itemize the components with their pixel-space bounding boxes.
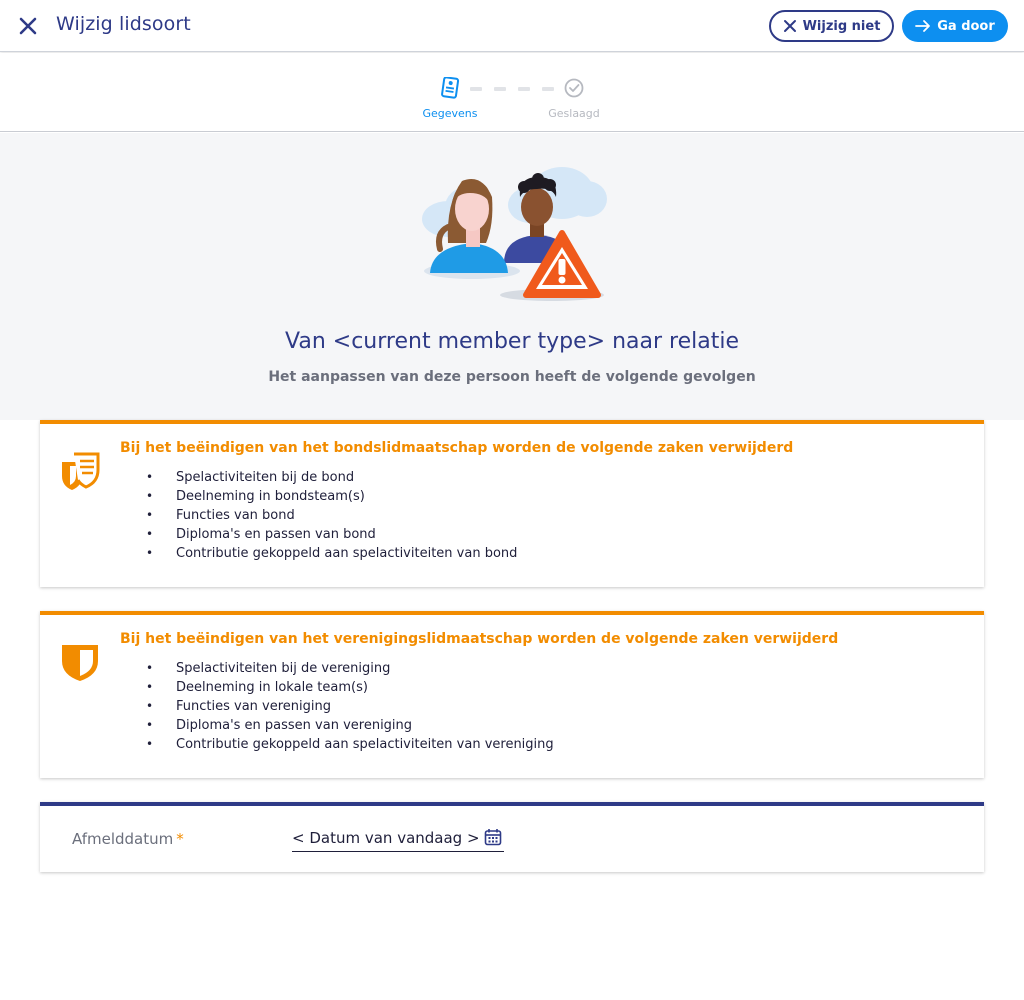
club-shield-icon [60,641,102,687]
calendar-icon[interactable] [484,828,502,846]
date-label-text: Afmelddatum [72,830,174,848]
step-connector [494,87,506,91]
step-gegevens [410,77,490,120]
federation-shield-icon [60,450,102,496]
list-item: • Functies van bond [146,506,517,525]
continue-button-label: Ga door [937,18,995,34]
list-item: • Diploma's en passen van bond [146,525,517,544]
cancel-button-label: Wijzig niet [802,18,881,34]
top-bar [0,0,1024,52]
close-icon[interactable] [16,14,40,38]
list-item: • Contributie gekoppeld aan spelactiviteiten van vereniging [146,735,554,754]
required-mark: * [176,830,184,848]
card-heading: Bij het beëindigen van het bondslidmaatschap worden de volgende zaken verwijderd [120,440,794,456]
card-heading: Bij het beëindigen van het verenigingslidmaatschap worden de volgende zaken verwijderd [120,631,839,647]
step-label: Geslaagd [548,107,600,120]
list-item: • Functies van vereniging [146,697,554,716]
deregistration-form [40,802,984,872]
date-value: < Datum van vandaag > [292,829,480,847]
step-label: Gegevens [422,107,478,120]
federation-consequences-card [40,420,984,587]
list-item: • Spelactiviteiten bij de bond [146,468,517,487]
consequence-list [146,468,517,563]
people-warning-illustration [412,163,612,307]
step-connector [470,87,482,91]
close-icon [783,19,797,33]
arrow-right-icon [915,19,931,33]
club-consequences-card [40,611,984,778]
hero-title: Van <current member type> naar relatie [285,329,739,354]
list-item: • Deelneming in bondsteam(s) [146,487,517,506]
hero-section [0,133,1024,420]
progress-stepper [0,53,1024,132]
date-field[interactable] [292,828,504,852]
check-circle-icon [564,77,584,99]
document-icon [440,77,460,99]
list-item: • Diploma's en passen van vereniging [146,716,554,735]
list-item: • Contributie gekoppeld aan spelactiviteiten van bond [146,544,517,563]
continue-button[interactable] [902,10,1008,42]
hero-subtitle: Het aanpassen van deze persoon heeft de volgende gevolgen [268,369,756,385]
cancel-button[interactable] [769,10,894,42]
step-connector [518,87,530,91]
consequence-list [146,659,554,754]
date-field-label [72,830,184,848]
list-item: • Deelneming in lokale team(s) [146,678,554,697]
page-title: Wijzig lidsoort [56,13,191,35]
list-item: • Spelactiviteiten bij de vereniging [146,659,554,678]
step-geslaagd [534,77,614,120]
